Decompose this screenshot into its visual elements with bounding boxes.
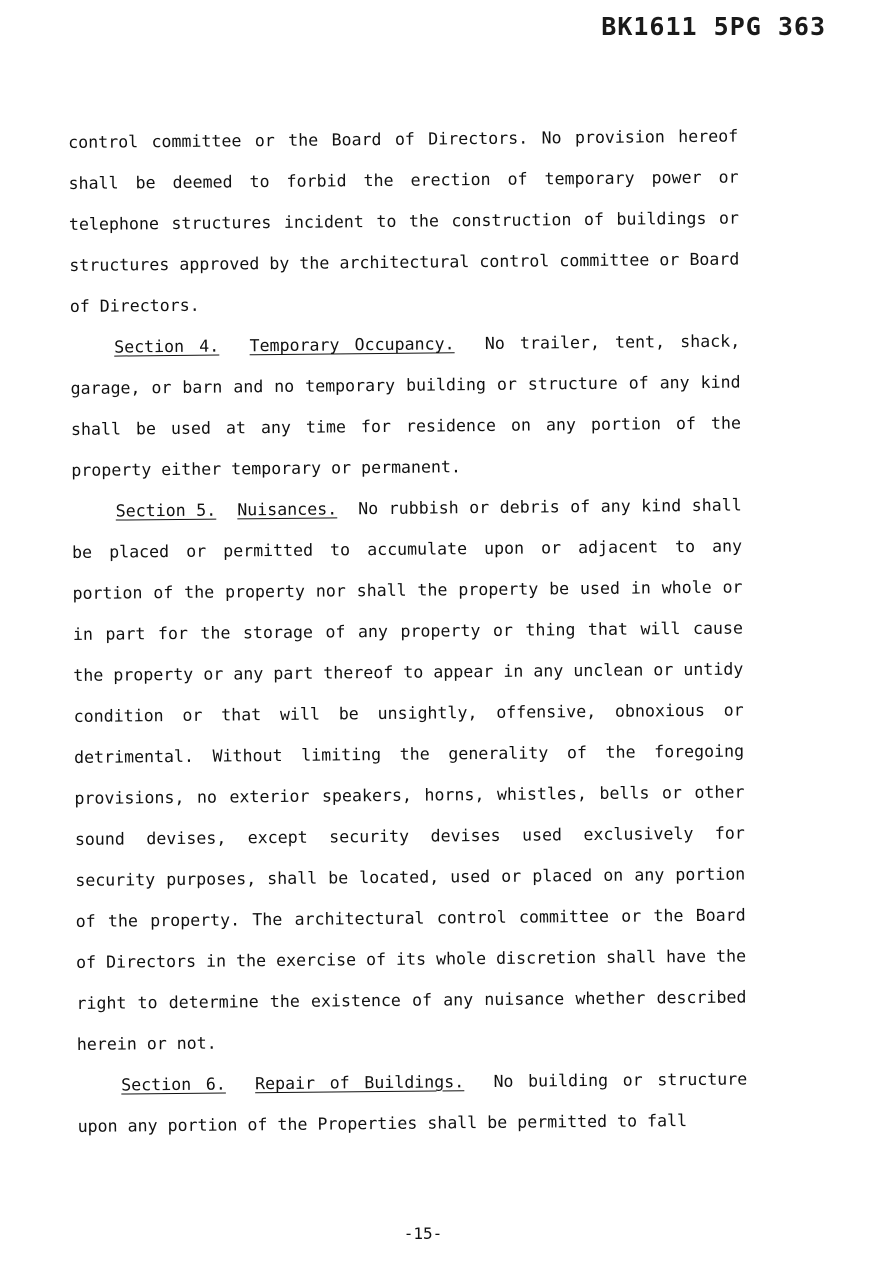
section-6-number: Section 6. — [121, 1074, 226, 1095]
section-5-text: No rubbish or debris of any kind shall be placed or permitted to accumulate upon or adjacent to any portion of the property nor shall the property be used in whole or in part for the storage of any property or thing that will cause the property or any part thereof to appear in any unclean or untidy condition or that will be unsightly, offensive, obnoxious or detrimental. Without limiting the generality of the foregoing provisions, no exterior speakers, horns, whistles, bells or other sound devises, except security devises used exclusively for security purposes, shall be located, used or placed on any portion of the property. The architectural control committee or the Board of Directors in the exercise of its whole discretion shall have the right to determine the existence of any nuisance whether described herein or not. — [72, 495, 747, 1054]
section-6-paragraph — [77, 1059, 748, 1147]
section-4-title: Temporary Occupancy. — [249, 334, 455, 356]
section-4-number: Section 4. — [114, 336, 220, 357]
document-body — [68, 116, 748, 1147]
section-6-text: No building or structure upon any portion of the Properties shall be permitted to fall — [77, 1069, 748, 1136]
continuation-paragraph: control committee or the Board of Directors. No provision hereof shall be deemed to forbid the erection of temporary power or telephone structures incident to the construction of buildings or structures approved by the architectural control committee or Board of Directors. — [68, 126, 740, 316]
section-4-paragraph — [70, 321, 742, 491]
book-page-stamp: BK1611 5PG 363 — [601, 12, 826, 41]
section-6-title: Repair of Buildings. — [255, 1072, 465, 1094]
section-5-paragraph — [72, 485, 747, 1065]
section-5-number: Section 5. — [115, 500, 217, 521]
section-4-text: No trailer, tent, shack, garage, or barn and no temporary building or structure of any kind shall be used at any time for residence on any portion of the property either temporary or permanent. — [70, 331, 742, 480]
page-number: -15- — [403, 1224, 443, 1243]
section-5-title: Nuisances. — [237, 499, 338, 520]
